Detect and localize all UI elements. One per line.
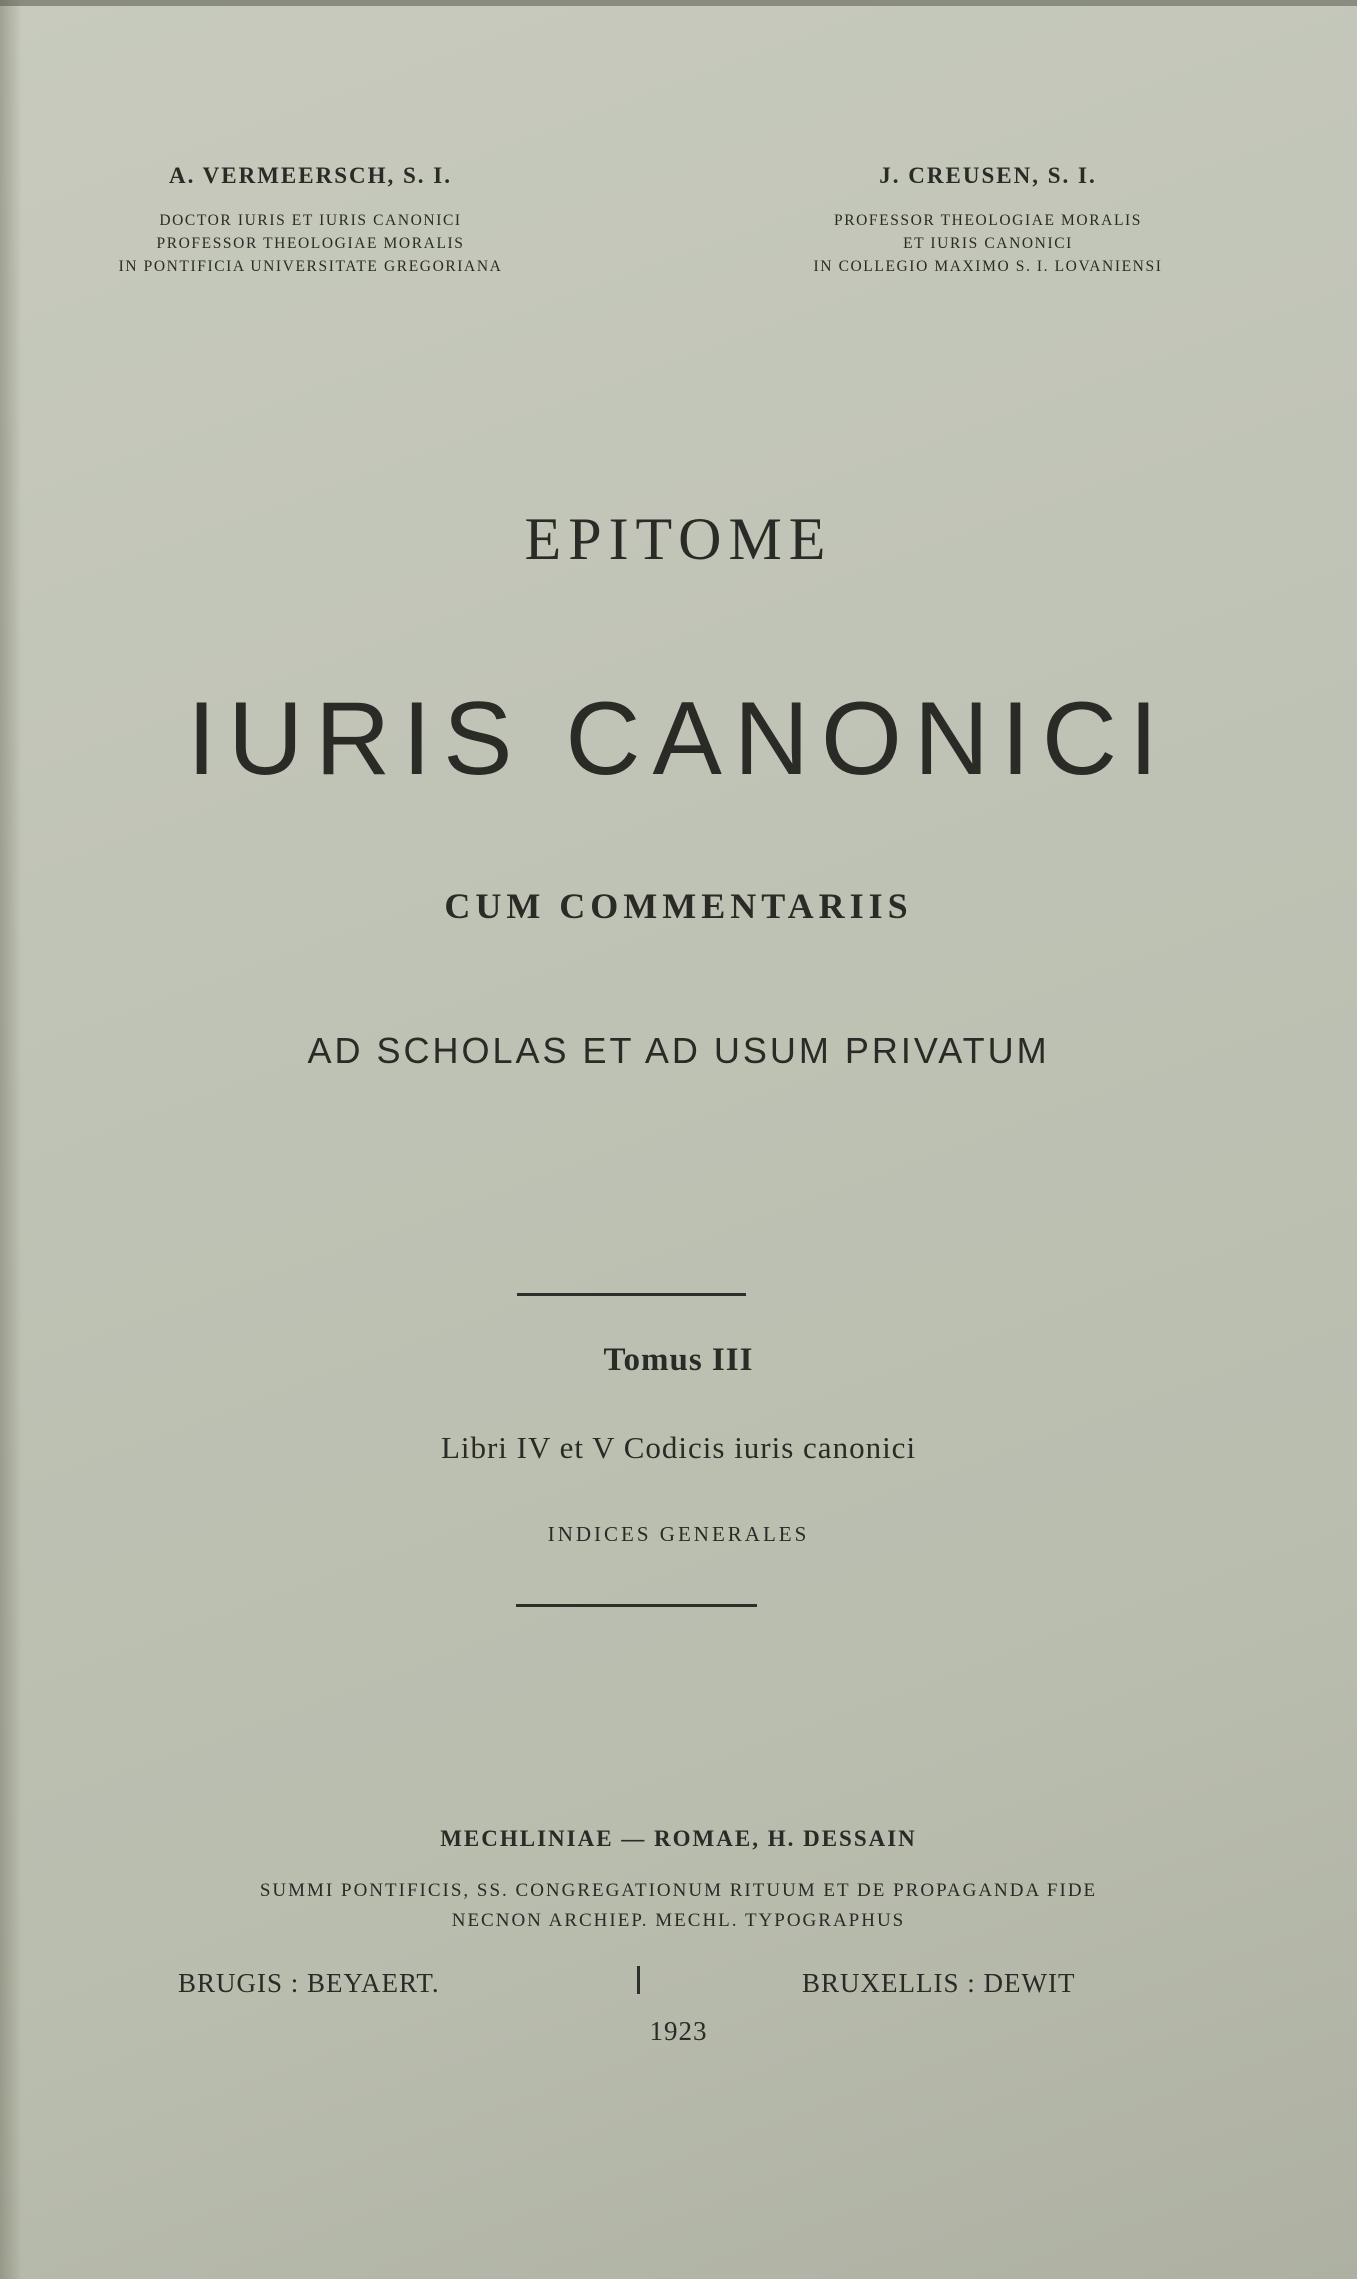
author-credential: ET IURIS CANONICI — [903, 235, 1073, 252]
author-credential: PROFESSOR THEOLOGIAE MORALIS — [833, 212, 1143, 229]
author-vermeersch — [58, 163, 563, 278]
divider-bottom — [516, 1604, 757, 1607]
imprint-separator — [637, 1966, 640, 1994]
subtitle-cum-commentariis: CUM COMMENTARIIS — [444, 886, 913, 926]
author-name: A. VERMEERSCH, S. I. — [168, 163, 453, 188]
author-credential: IN COLLEGIO MAXIMO S. I. LOVANIENSI — [813, 258, 1163, 275]
author-credential: IN PONTIFICIA UNIVERSITATE GREGORIANA — [118, 258, 503, 275]
author-name: J. CREUSEN, S. I. — [879, 163, 1097, 188]
imprint-city-brugis: BRUGIS : BEYAERT. — [178, 1968, 440, 1998]
imprint-city-bruxellis: BRUXELLIS : DEWIT — [802, 1968, 1076, 1998]
publisher-title-line: SUMMI PONTIFICIS, SS. CONGREGATIONUM RITUUM ET DE PROPAGANDA FIDE — [259, 1880, 1098, 1901]
author-creusen — [738, 163, 1238, 278]
title-epitome: EPITOME — [524, 506, 833, 572]
subtitle-ad-scholas: AD SCHOLAS ET AD USUM PRIVATUM — [307, 1030, 1050, 1071]
publisher: MECHLINIAE — ROMAE, H. DESSAIN — [440, 1826, 917, 1851]
publication-year: 1923 — [649, 2016, 708, 2046]
volume-number: Tomus III — [603, 1342, 754, 1378]
volume-indices: INDICES GENERALES — [547, 1522, 810, 1546]
publisher-title-line: NECNON ARCHIEP. MECHL. TYPOGRAPHUS — [451, 1910, 906, 1931]
author-credential: DOCTOR IURIS ET IURIS CANONICI — [159, 212, 462, 229]
volume-contents: Libri IV et V Codicis iuris canonici — [440, 1430, 917, 1465]
title-main: IURIS CANONICI — [187, 681, 1170, 797]
divider-top — [517, 1293, 746, 1296]
author-credential: PROFESSOR THEOLOGIAE MORALIS — [156, 235, 465, 252]
